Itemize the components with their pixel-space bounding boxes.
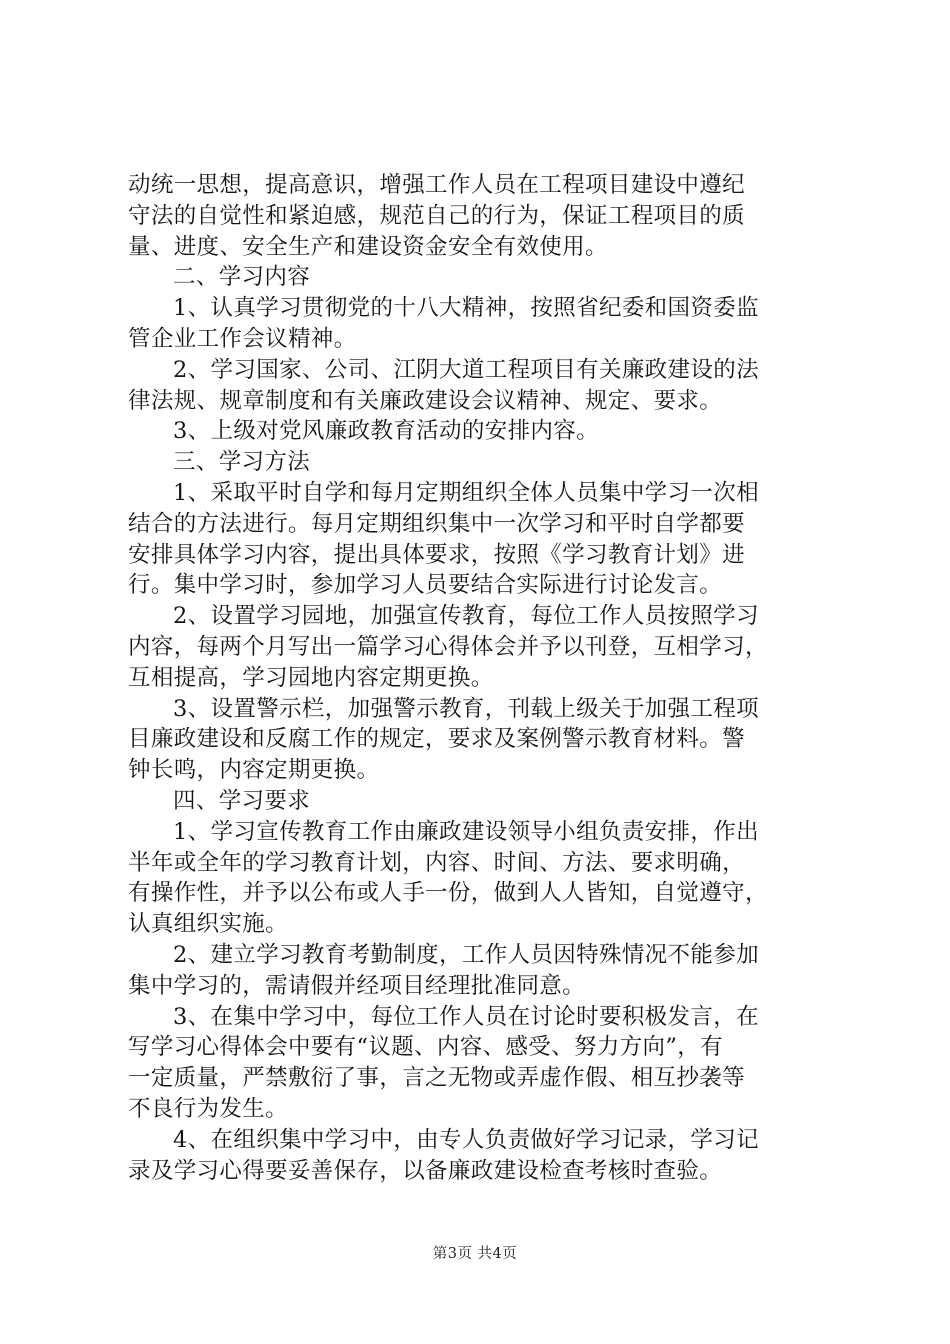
paragraph-first-line: 1、学习宣传教育工作由廉政建设领导小组负责安排，作出 <box>173 818 759 845</box>
paragraph-line: 内容，每两个月写出一篇学习心得体会并予以刊登，互相学习， <box>128 633 768 660</box>
paragraph-line: 录及学习心得要妥善保存，以备廉政建设检查考核时查验。 <box>128 1157 723 1184</box>
paragraph-line: 互相提高，学习园地内容定期更换。 <box>128 664 494 691</box>
paragraph-line: 量、进度、安全生产和建设资金安全有效使用。 <box>128 233 608 260</box>
paragraph-first-line: 1、认真学习贯彻党的十八大精神，按照省纪委和国资委监 <box>173 295 759 322</box>
paragraph-line: 守法的自觉性和紧迫感，规范自己的行为，保证工程项目的质 <box>128 202 745 229</box>
paragraph-line: 安排具体学习内容，提出具体要求，按照《学习教育计划》进 <box>128 541 745 568</box>
paragraph-line: 半年或全年的学习教育计划，内容、时间、方法、要求明确， <box>128 849 745 876</box>
paragraph-line: 集中学习的，需请假并经项目经理批准同意。 <box>128 972 586 999</box>
paragraph-first-line: 3、上级对党风廉政教育活动的安排内容。 <box>173 418 599 445</box>
paragraph-line: 一定质量，严禁敷衍了事，言之无物或弄虚作假、相互抄袭等 <box>128 1065 745 1092</box>
paragraph-line: 律法规、规章制度和有关廉政建设会议精神、规定、要求。 <box>128 387 723 414</box>
paragraph-line: 管企业工作会议精神。 <box>128 325 357 352</box>
paragraph-first-line: 二、学习内容 <box>173 264 311 291</box>
paragraph-line: 目廉政建设和反腐工作的规定，要求及案例警示教育材料。警 <box>128 726 745 753</box>
paragraph-first-line: 三、学习方法 <box>173 449 311 476</box>
paragraph-line: 写学习心得体会中要有“议题、内容、感受、努力方向”，有 <box>128 1034 723 1061</box>
document-body <box>128 170 843 1186</box>
paragraph-first-line: 2、学习国家、公司、江阴大道工程项目有关廉政建设的法 <box>173 356 759 383</box>
paragraph-line: 钟长鸣，内容定期更换。 <box>128 757 380 784</box>
paragraph-first-line: 4、在组织集中学习中，由专人负责做好学习记录，学习记 <box>173 1126 759 1153</box>
paragraph-first-line: 2、设置学习园地，加强宣传教育，每位工作人员按照学习 <box>173 603 759 630</box>
paragraph-first-line: 3、设置警示栏，加强警示教育，刊载上级关于加强工程项 <box>173 695 759 722</box>
paragraph-line: 有操作性，并予以公布或人手一份，做到人人皆知，自觉遵守， <box>128 880 768 907</box>
paragraph-line: 动统一思想，提高意识，增强工作人员在工程项目建设中遵纪 <box>128 172 745 198</box>
paragraph-line: 结合的方法进行。每月定期组织集中一次学习和平时自学都要 <box>128 510 745 537</box>
page-footer: 第3页 共4页 <box>432 1246 518 1262</box>
paragraph-line: 认真组织实施。 <box>128 911 288 938</box>
paragraph-first-line: 2、建立学习教育考勤制度，工作人员因特殊情况不能参加 <box>173 941 759 968</box>
paragraph-line: 不良行为发生。 <box>128 1095 288 1122</box>
paragraph-first-line: 3、在集中学习中，每位工作人员在讨论时要积极发言，在 <box>173 1003 759 1030</box>
paragraph-first-line: 1、采取平时自学和每月定期组织全体人员集中学习一次相 <box>173 479 759 506</box>
paragraph-line: 行。集中学习时，参加学习人员要结合实际进行讨论发言。 <box>128 572 723 599</box>
paragraph-first-line: 四、学习要求 <box>173 787 311 814</box>
